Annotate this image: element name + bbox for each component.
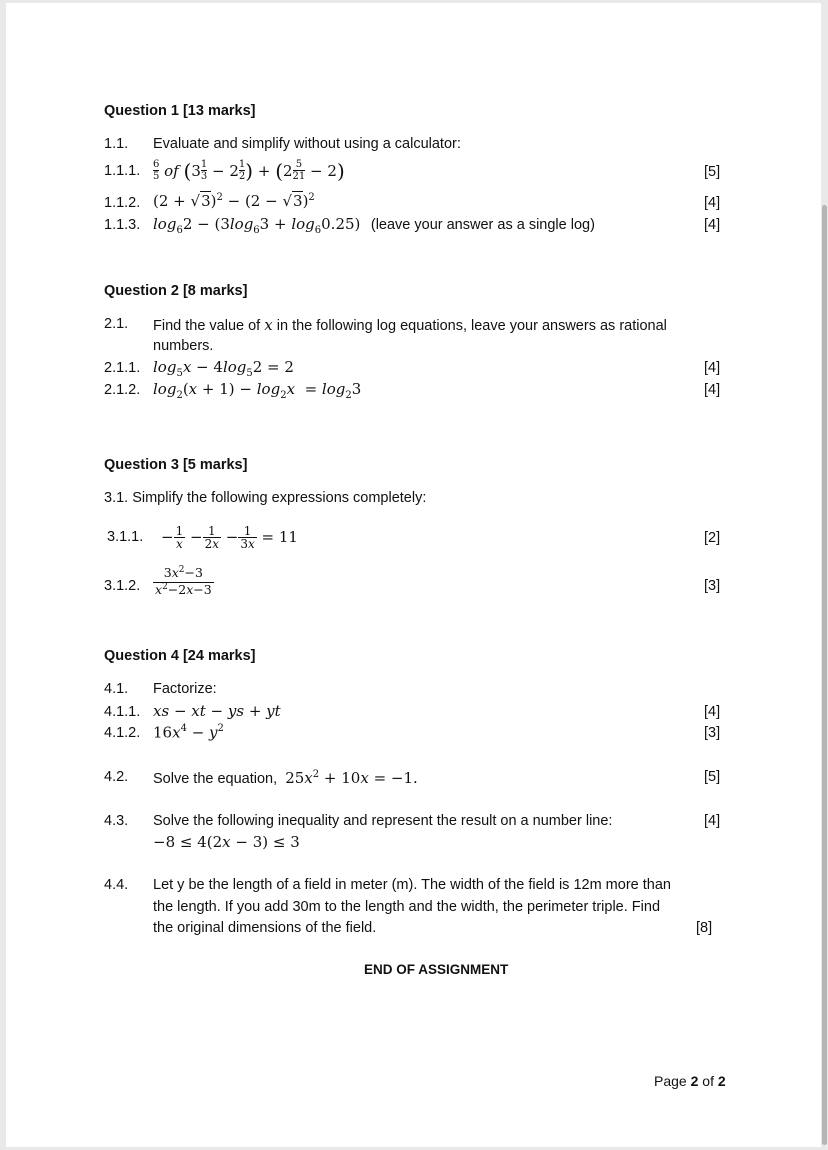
- marks: [3]: [704, 578, 721, 594]
- page-word: Page: [654, 1073, 687, 1089]
- marks: [4]: [704, 360, 721, 376]
- item-text: Let y be the length of a field in meter (m). The width of the field is 12m more than: [153, 877, 671, 893]
- marks: [5]: [704, 769, 721, 785]
- item-text: Solve the following inequality and represent the result on a number line:: [153, 813, 613, 829]
- item-number: 3.1.1.: [107, 529, 144, 545]
- note: (leave your answer as a single log): [370, 217, 595, 233]
- page-number: [654, 1073, 726, 1089]
- marks: [4]: [704, 382, 721, 398]
- item-text: Find the value of x in the following log equations, leave your answers as rational: [153, 316, 667, 334]
- marks: [3]: [704, 725, 721, 741]
- question-4-title: Question 4 [24 marks]: [104, 648, 256, 664]
- marks: [4]: [704, 195, 721, 211]
- marks: [4]: [704, 813, 721, 829]
- item-text: Solve the equation, $25x^2 + 10x = -1$.: [153, 769, 418, 787]
- item-text: 3.1. Simplify the following expressions completely:: [104, 490, 427, 506]
- text-part: Find the value of: [153, 318, 261, 334]
- item-number: 4.1.1.: [104, 704, 141, 720]
- expression-3-1-2: $\frac{3x^2-3}{x^2-2x-3}$: [155, 565, 212, 597]
- expression-3-1-1: − $\frac{1}{x}$ − $\frac{1}{2x}$ − $\frac{1}{3x}$ = 11: [161, 523, 298, 551]
- item-text: Evaluate and simplify without using a calculator:: [153, 136, 461, 152]
- marks: [5]: [704, 164, 721, 180]
- expression-4-3: −8 ≤ 4(2x − 3) ≤ 3: [153, 833, 300, 851]
- question-2-title: Question 2 [8 marks]: [104, 283, 248, 299]
- item-number: 4.2.: [104, 769, 129, 785]
- item-text: the original dimensions of the field.: [153, 920, 377, 936]
- marks: [4]: [704, 704, 721, 720]
- text-part: Solve the equation,: [153, 771, 278, 787]
- item-text: Factorize:: [153, 681, 217, 697]
- marks: [2]: [704, 530, 721, 546]
- question-3-title: Question 3 [5 marks]: [104, 457, 248, 473]
- end-of-assignment: END OF ASSIGNMENT: [364, 962, 509, 977]
- item-number: 1.1.3.: [104, 217, 141, 233]
- text-part: in the following log equations, leave your answers as rational: [276, 318, 667, 334]
- document-page: [6, 3, 821, 1147]
- marks: [4]: [704, 217, 721, 233]
- expression-2-1-1: $\log_5x - 4\log_52 = 2$: [153, 358, 294, 380]
- item-number: 2.1.2.: [104, 382, 141, 398]
- expression-1-1-3: $\log_62 - (3\log_63 + \log_60.25)$ (leave your answer as a single log): [153, 215, 595, 237]
- expression-1-1-2: $(2 + √3)^2 - (2 - √3)^2$: [153, 192, 315, 210]
- item-number: 4.1.: [104, 681, 129, 697]
- expression-4-1-2: $16x^4 - y^2$: [153, 723, 224, 742]
- item-number: 1.1.2.: [104, 195, 141, 211]
- marks: [8]: [696, 920, 713, 936]
- expression-1-1-1: $\frac{6}{5}$ of ( 3 $\frac{1}{3}$ − 2 $\frac{1}{2}$ ) + ( 2 $\frac{5}{21}$ − 2 ): [153, 159, 345, 183]
- question-1-title: Question 1 [13 marks]: [104, 103, 256, 119]
- item-number: 1.1.: [104, 136, 129, 152]
- item-number: 3.1.2.: [104, 578, 141, 594]
- item-number: 1.1.1.: [104, 163, 141, 179]
- item-number: 2.1.: [104, 316, 129, 332]
- expression-4-1-1: xs − xt − ys + yt: [153, 702, 281, 720]
- item-text: numbers.: [153, 338, 214, 354]
- item-text: the length. If you add 30m to the length and the width, the perimeter triple. Find: [153, 899, 661, 915]
- item-number: 4.4.: [104, 877, 129, 893]
- total-pages: 2: [717, 1073, 726, 1089]
- of-word: of: [702, 1073, 714, 1089]
- item-number: 4.3.: [104, 813, 129, 829]
- current-page: 2: [690, 1073, 699, 1089]
- item-number: 2.1.1.: [104, 360, 141, 376]
- expression-2-1-2: $\log_2(x + 1) - \log_2x = \log_23$: [153, 380, 362, 402]
- item-number: 4.1.2.: [104, 725, 141, 741]
- vertical-scrollbar[interactable]: [822, 205, 827, 1145]
